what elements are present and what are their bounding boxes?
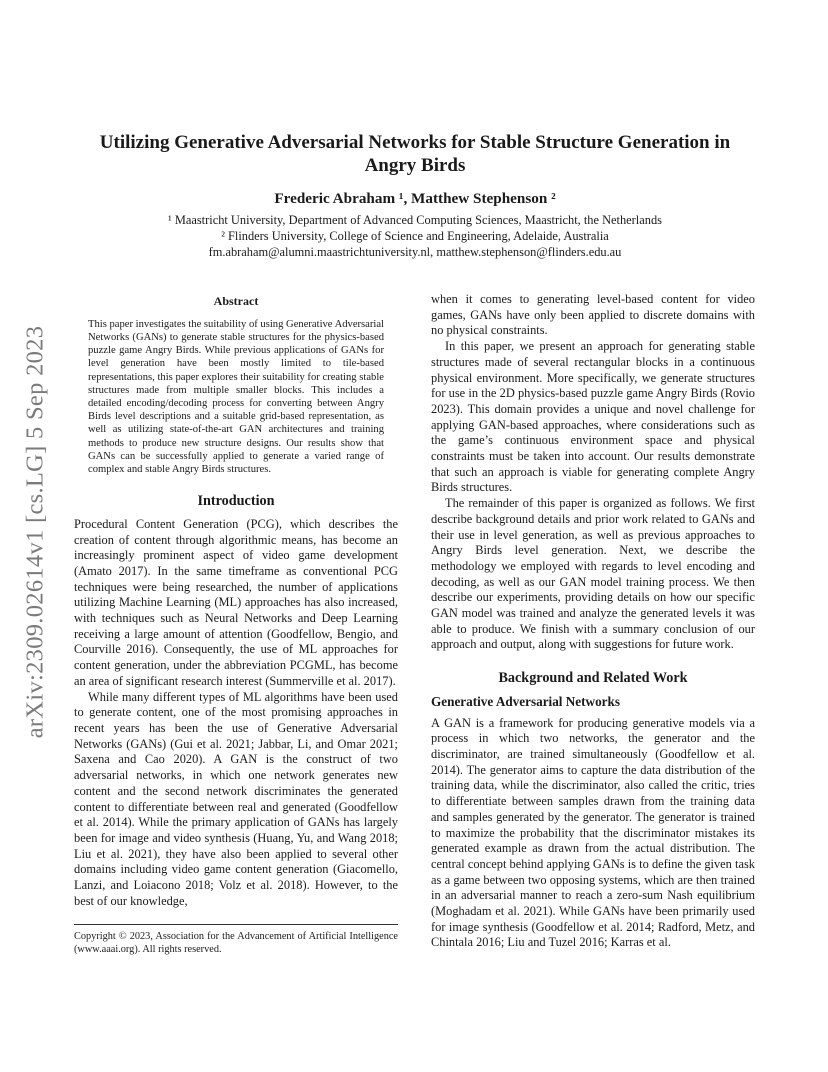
intro-paragraph-2-continued: when it comes to generating level-based content for video games, GANs have only been applied to discrete domains with no physical constraints. xyxy=(431,292,755,338)
intro-paragraph-4: The remainder of this paper is organized as follows. We first describe background details and prior work related to GANs and their use in level generation, as well as previous approaches to Angry Birds level generation. Next, we describe the methodology we employed with regards to level encoding and decoding, as well as our GAN model training process. We then describe our experiments, providing details on how our specific GAN model was trained and analyze the generated levels it was able to produce. We finish with a summary conclusion of our approach and output, along with suggestions for future work. xyxy=(431,496,755,652)
intro-paragraph-1: Procedural Content Generation (PCG), which describes the creation of content through algorithmic means, has become an increasingly prominent aspect of video game development (Amato 2017). In the same timeframe as conventional PCG techniques were being researched, the number of applications utilizing Machine Learning (ML) approaches has also increased, with techniques such as Neural Networks and Deep Learning receiving a large amount of attention (Goodfellow, Bengio, and Courville 2016). Consequently, the use of ML approaches for content generation, under the abbreviation PCGML, has become an area of significant research interest (Summerville et al. 2017). xyxy=(74,516,398,688)
background-paragraph-1: A GAN is a framework for producing generative models via a process in which two networks, the generator and the discriminator, are trained simultaneously (Goodfellow et al. 2014). The generator aims to capture the data distribution of the training data, while the discriminator, also called the critic, tries to differentiate between samples drawn from the training data and samples generated by the generator. The generator is trained to maximize the probability that the discriminator mistakes its generated example as drawn from the actual distribution. The central concept behind applying GANs is to define the given task as a game between two opposing systems, which are then trained in an adversarial manner to reach a zero-sum Nash equilibrium (Moghadam et al. 2021). While GANs have been primarily used for image synthesis (Goodfellow et al. 2014; Radford, Metz, and Chintala 2016; Liu and Tuzel 2016; Karras et al. xyxy=(431,715,755,950)
abstract-text: This paper investigates the suitability of using Generative Adversarial Networks (GANs) to generate stable structures for the physics-based puzzle game Angry Birds. While previous applications of GANs for level generation have been mostly limited to tile-based representations, this paper explores their suitability for creating stable structures made from multiple smaller blocks. This includes a detailed encoding/decoding process for converting between Angry Birds level descriptions and a suitable grid-based representation, as well as utilizing state-of-the-art GAN architectures and training methods to produce new structure designs. Our results show that GANs can be successfully applied to generate a varied range of complex and stable Angry Birds structures. xyxy=(88,318,384,475)
affiliation-line: ² Flinders University, College of Science and Engineering, Adelaide, Australia xyxy=(221,229,609,243)
introduction-heading: Introduction xyxy=(197,493,275,510)
intro-paragraph-2: While many different types of ML algorithms have been used to generate content, one of the most promising approaches in recent years has been the use of Generative Adversarial Networks (GANs) (Gui et al. 2021; Jabbar, Li, and Omar 2021; Saxena and Cao 2020). A GAN is the construct of two adversarial networks, in which one network generates new content and the second network discriminates the generated content to differentiate between real and generated (Goodfellow et al. 2014). While the primary application of GANs has largely been for image and video synthesis (Huang, Yu, and Wang 2018; Liu et al. 2021), they have also been applied to several other domains including video game content generation (Giacomello, Lanzi, and Loiacono 2018; Volz et al. 2018). However, to the best of our knowledge, xyxy=(74,689,398,908)
intro-paragraph-3: In this paper, we present an approach for generating stable structures made of several rectangular blocks in a continuous physical environment. More specifically, we generate structures for use in the 2D physics-based puzzle game Angry Birds (Rovio 2023). This domain provides a unique and novel challenge for applying GAN-based approaches, where considerations such as the game’s continuous environment space and physical constraints must be taken into account. Our results demonstrate that such an approach is viable for generating complete Angry Birds structures. xyxy=(431,339,755,495)
paper-authors: Frederic Abraham ¹, Matthew Stephenson ² xyxy=(274,190,556,207)
arxiv-identifier: arXiv:2309.02614v1 [cs.LG] 5 Sep 2023 xyxy=(21,325,49,739)
arxiv-watermark xyxy=(18,292,52,772)
paper-title: Utilizing Generative Adversarial Networks for Stable Structure Generation in Angry Birds xyxy=(99,132,731,176)
affiliation-line: ¹ Maastricht University, Department of Advanced Computing Sciences, Maastricht, the Netherlands xyxy=(168,213,662,227)
gan-subheading: Generative Adversarial Networks xyxy=(431,693,620,709)
left-column xyxy=(74,294,398,909)
author-affiliations xyxy=(74,212,756,260)
right-column xyxy=(431,292,755,951)
author-emails: fm.abraham@alumni.maastrichtuniversity.nl, matthew.stephenson@flinders.edu.au xyxy=(208,245,622,259)
abstract-heading: Abstract xyxy=(213,294,259,308)
copyright-footnote: Copyright © 2023, Association for the Advancement of Artificial Intelligence (www.aaai.org). All rights reserved. xyxy=(74,924,398,956)
background-heading: Background and Related Work xyxy=(498,670,688,687)
